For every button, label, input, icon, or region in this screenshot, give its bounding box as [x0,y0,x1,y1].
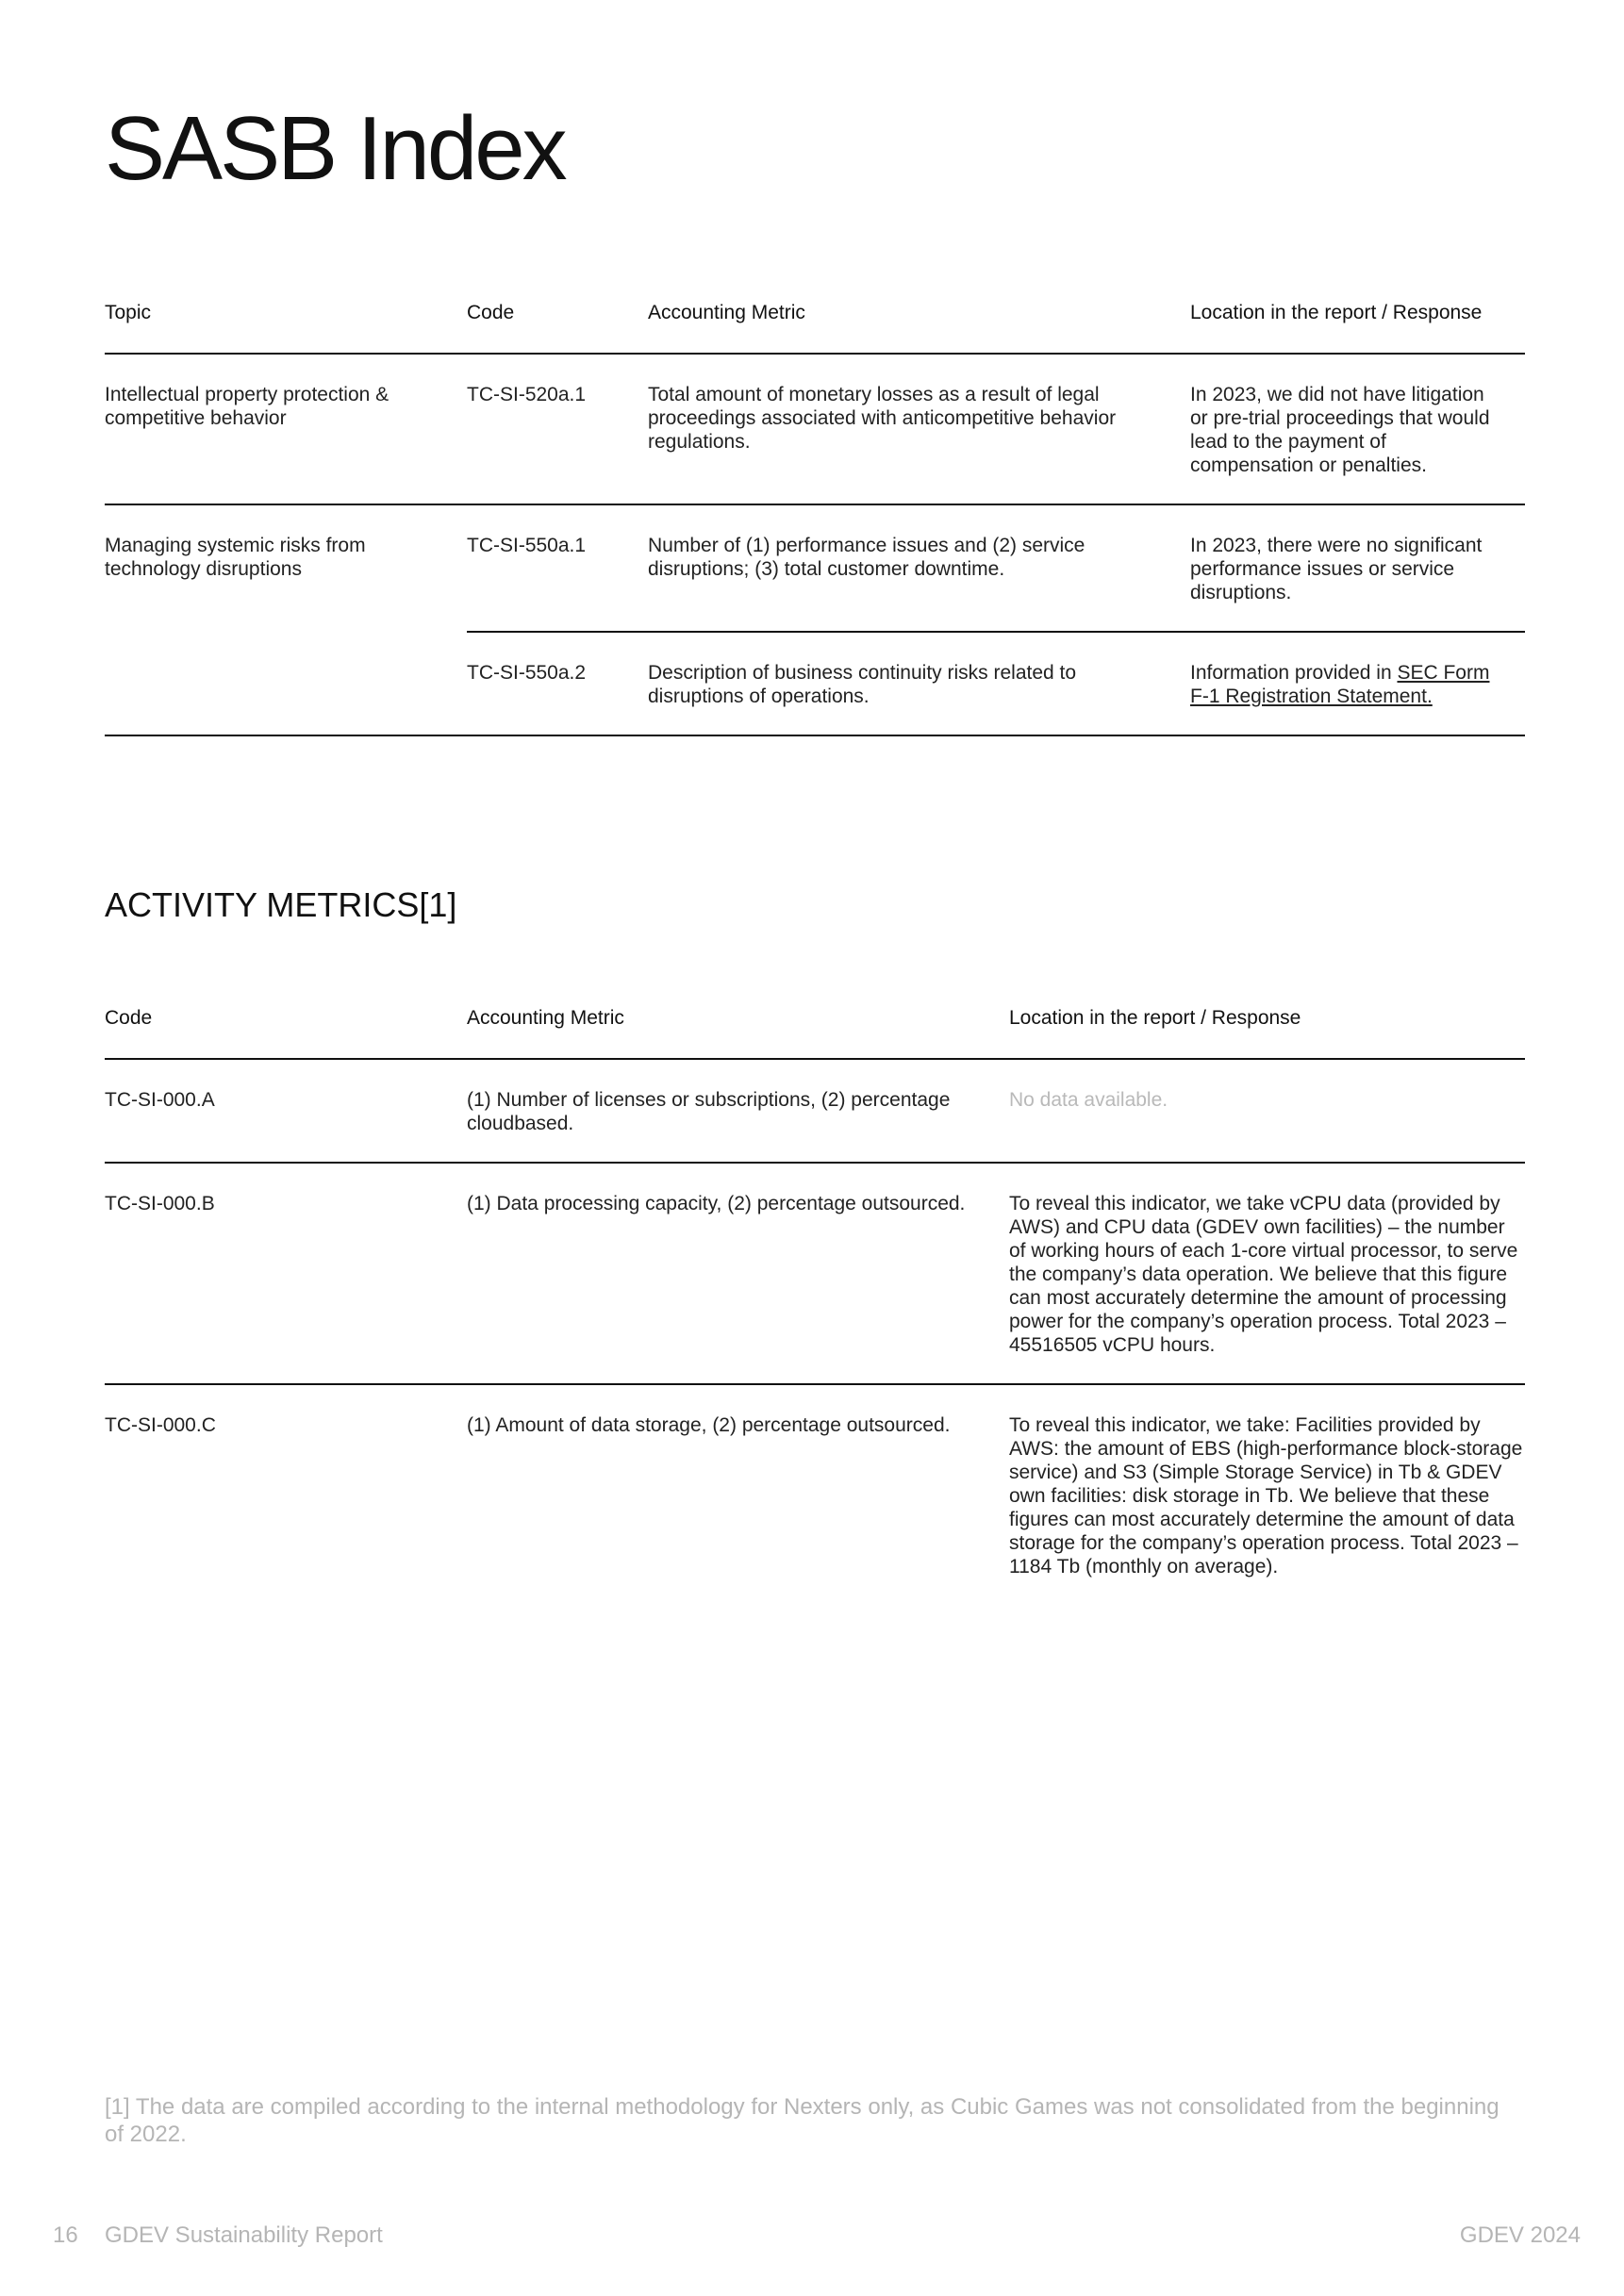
code-cell: TC-SI-000.C [105,1414,216,1436]
metric-cell: Total amount of monetary losses as a result of legal proceedings associated with anticompetitive behavior regulations. [648,354,1190,504]
table-header-row [105,302,1525,354]
table-row [105,1059,1525,1163]
table-row [105,1163,1525,1384]
sec-form-f1-link[interactable]: SEC Form F-1 Registration Statement. [1190,662,1490,707]
footer-report-name: GDEV Sustainability Report [105,2222,383,2248]
page-title: SASB Index [105,98,565,199]
column-header-topic: Topic [105,302,467,354]
column-header-accounting-metric: Accounting Metric [648,302,1190,354]
topic-cell: Managing systemic risks from technology disruptions [105,504,467,735]
metric-cell: Description of business continuity risks related to disruptions of operations. [648,632,1190,735]
page-number: 16 [53,2222,78,2248]
table-row [105,354,1525,504]
response-cell: No data available. [1009,1059,1525,1163]
response-prefix: Information provided in [1190,662,1398,684]
code-cell: TC-SI-550a.1 [467,504,648,632]
code-cell: TC-SI-550a.2 [467,632,648,735]
code-cell: TC-SI-520a.1 [467,354,648,504]
response-cell: In 2023, we did not have litigation or pre-trial proceedings that would lead to the payment of compensation or penalties. [1190,354,1525,504]
table-row [105,1384,1525,1605]
column-header-location: Location in the report / Response [1190,302,1525,354]
column-header-code: Code [105,1007,467,1059]
topic-cell: Intellectual property protection & competitive behavior [105,354,467,504]
activity-metrics-title: ACTIVITY METRICS[1] [105,885,457,924]
column-header-accounting-metric: Accounting Metric [467,1007,1009,1059]
table-row [105,504,1525,632]
code-cell: TC-SI-000.A [105,1059,467,1163]
column-header-location: Location in the report / Response [1009,1007,1525,1059]
response-cell: In 2023, there were no significant performance issues or service disruptions. [1190,504,1525,632]
metric-cell: (1) Amount of data storage, (2) percentage outsourced. [467,1414,951,1436]
response-cell [1190,632,1525,735]
footer-brand-year: GDEV 2024 [1459,2222,1581,2248]
code-cell: TC-SI-000.B [105,1163,467,1384]
footnote: [1] The data are compiled according to the internal methodology for Nexters only, as Cubic Games was not consolidated from the beginning of 2022. [105,2094,1500,2147]
table-header-row [105,1007,1525,1059]
column-header-code: Code [467,302,648,354]
metric-cell: Number of (1) performance issues and (2) service disruptions; (3) total customer downtime. [648,504,1190,632]
metric-cell: (1) Number of licenses or subscriptions, (2) percentage cloudbased. [467,1059,1009,1163]
response-cell: To reveal this indicator, we take: Facilities provided by AWS: the amount of EBS (high-performance block-storage service) and S3 (Simple Storage Service) in Tb & GDEV own facilities: disk storage in Tb. We believe that these figures can most accurately determine the amount of data storage for the company’s operation process. Total 2023 – 1184 Tb (monthly on average). [1009,1414,1523,1577]
metric-cell: (1) Data processing capacity, (2) percentage outsourced. [467,1163,1009,1384]
response-cell: To reveal this indicator, we take vCPU data (provided by AWS) and CPU data (GDEV own facilities) – the number of working hours of each 1-core virtual processor, to serve the company’s data operation. We believe that this figure can most accurately determine the amount of processing power for the company’s operation process. Total 2023 – 45516505 vCPU hours. [1009,1163,1525,1384]
activity-metrics-table [105,1007,1525,1605]
sasb-table [105,302,1525,736]
